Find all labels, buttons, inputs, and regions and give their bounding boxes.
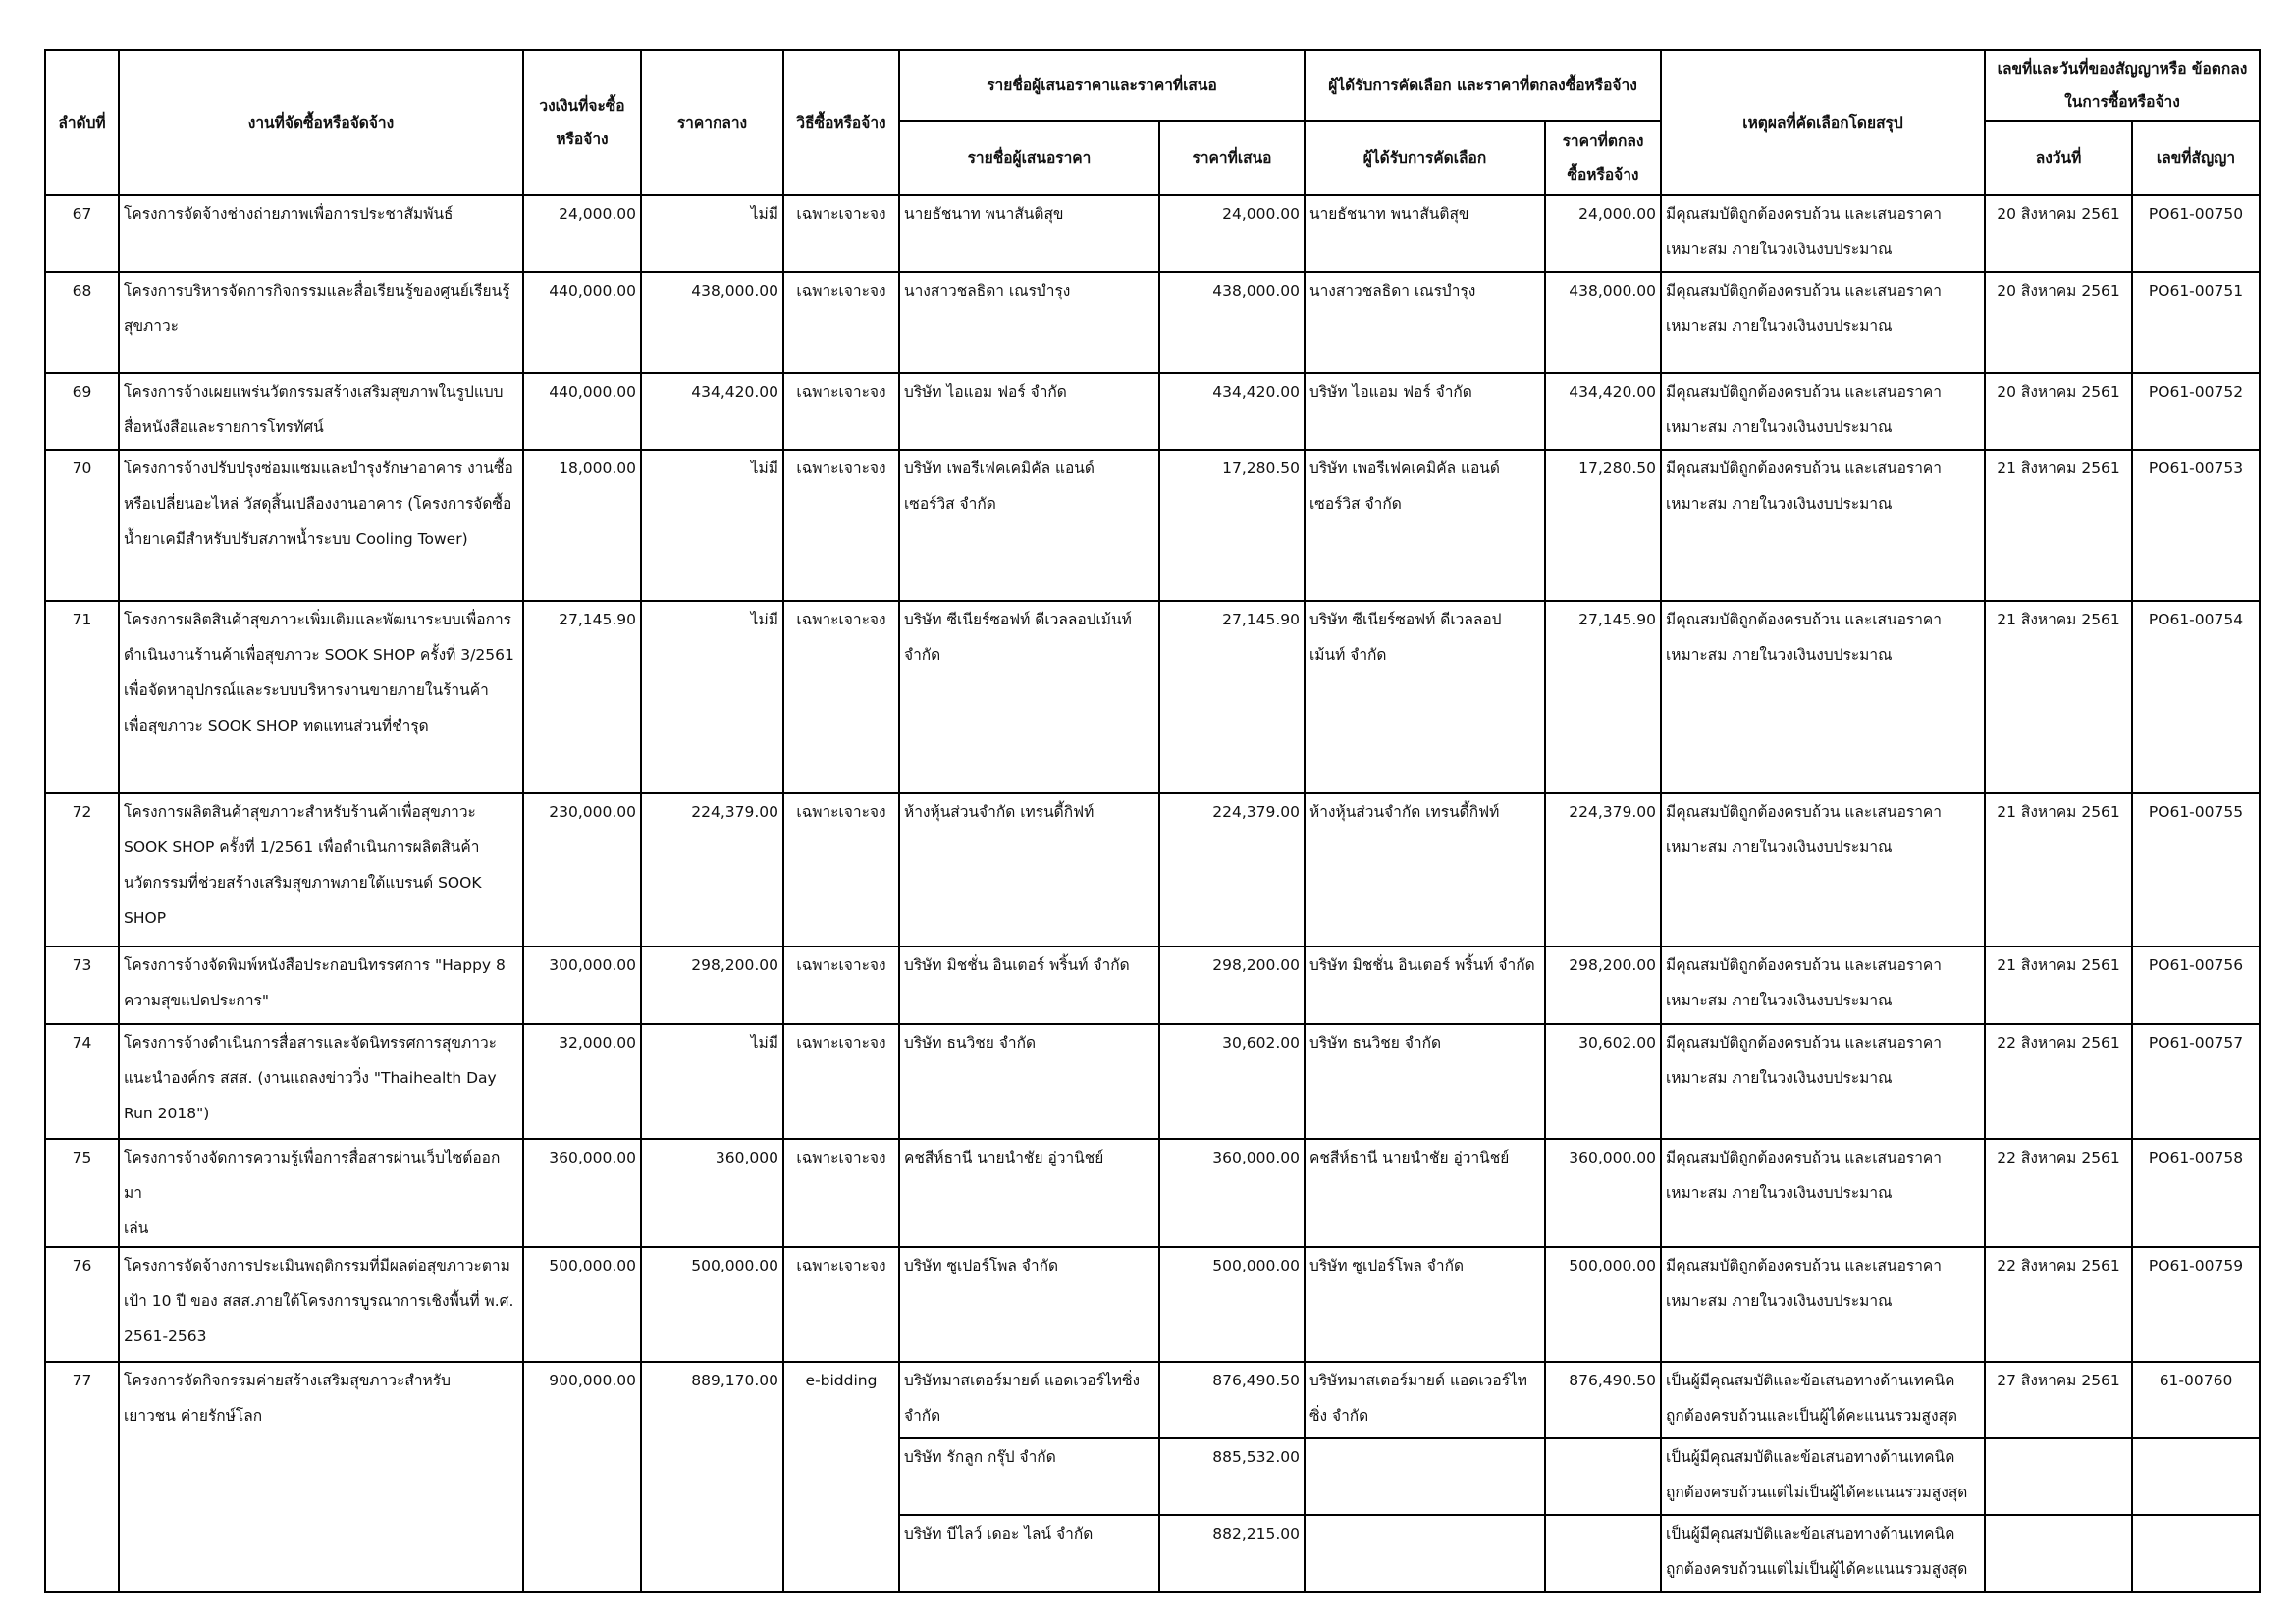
method-cell: เฉพาะเจาะจง <box>783 601 899 793</box>
seq-cell: 73 <box>45 947 119 1024</box>
sign-date-cell: 21 สิงหาคม 2561 <box>1985 601 2132 793</box>
contract-no-cell <box>2132 1438 2260 1515</box>
median-price-cell: ไม่มี <box>641 1024 783 1139</box>
bidder-name-cell: บริษัท ไอแอม ฟอร์ จำกัด <box>899 373 1159 450</box>
header-reason: เหตุผลที่คัดเลือกโดยสรุป <box>1661 50 1985 195</box>
budget-cell: 440,000.00 <box>523 373 641 450</box>
winner-name-cell: บริษัท ซูเปอร์โพล จำกัด <box>1305 1247 1545 1362</box>
sign-date-cell: 27 สิงหาคม 2561 <box>1985 1362 2132 1438</box>
bid-price-cell: 224,379.00 <box>1159 793 1305 947</box>
budget-cell: 360,000.00 <box>523 1139 641 1247</box>
header-median-price: ราคากลาง <box>641 50 783 195</box>
median-price-cell: 500,000.00 <box>641 1247 783 1362</box>
header-contract-group: เลขที่และวันที่ของสัญญาหรือ ข้อตกลงในการซื้อหรือจ้าง <box>1985 50 2260 121</box>
method-cell: เฉพาะเจาะจง <box>783 272 899 373</box>
method-cell: e-bidding <box>783 1362 899 1592</box>
method-cell: เฉพาะเจาะจง <box>783 195 899 272</box>
median-price-cell: 298,200.00 <box>641 947 783 1024</box>
reason-cell: มีคุณสมบัติถูกต้องครบถ้วน และเสนอราคา เหมาะสม ภายในวงเงินงบประมาณ <box>1661 373 1985 450</box>
contract-no-cell: PO61-00758 <box>2132 1139 2260 1247</box>
bid-price-cell: 17,280.50 <box>1159 450 1305 601</box>
bidder-name-cell: บริษัท เพอรีเฟคเคมิคัล แอนด์ เซอร์วิส จำกัด <box>899 450 1159 601</box>
table-body <box>45 195 2260 1362</box>
agreed-price-cell: 224,379.00 <box>1545 793 1661 947</box>
sign-date-cell: 21 สิงหาคม 2561 <box>1985 450 2132 601</box>
reason-cell: เป็นผู้มีคุณสมบัติและข้อเสนอทางด้านเทคนิค ถูกต้องครบถ้วนแต่ไม่เป็นผู้ได้คะแนนรวมสูงสุด <box>1661 1438 1985 1515</box>
budget-cell: 900,000.00 <box>523 1362 641 1592</box>
budget-cell: 18,000.00 <box>523 450 641 601</box>
work-cell: โครงการจัดจ้างช่างถ่ายภาพเพื่อการประชาสัมพันธ์ <box>119 195 523 272</box>
header-bidder-name: รายชื่อผู้เสนอราคา <box>899 121 1159 195</box>
bid-price-cell: 24,000.00 <box>1159 195 1305 272</box>
reason-cell: มีคุณสมบัติถูกต้องครบถ้วน และเสนอราคา เหมาะสม ภายในวงเงินงบประมาณ <box>1661 601 1985 793</box>
agreed-price-cell: 434,420.00 <box>1545 373 1661 450</box>
table-row <box>45 195 2260 272</box>
sign-date-cell <box>1985 1438 2132 1515</box>
bid-price-cell: 360,000.00 <box>1159 1139 1305 1247</box>
seq-cell: 69 <box>45 373 119 450</box>
row-77-group <box>45 1362 2260 1592</box>
winner-name-cell: บริษัท ซีเนียร์ซอฟท์ ดีเวลลอป เม้นท์ จำกัด <box>1305 601 1545 793</box>
budget-cell: 440,000.00 <box>523 272 641 373</box>
reason-cell: มีคุณสมบัติถูกต้องครบถ้วน และเสนอราคา เหมาะสม ภายในวงเงินงบประมาณ <box>1661 195 1985 272</box>
winner-name-cell: บริษัท ธนวิชย จำกัด <box>1305 1024 1545 1139</box>
method-cell: เฉพาะเจาะจง <box>783 450 899 601</box>
sign-date-cell: 22 สิงหาคม 2561 <box>1985 1139 2132 1247</box>
table-row <box>45 450 2260 601</box>
contract-no-cell <box>2132 1515 2260 1592</box>
work-cell: โครงการจ้างจัดพิมพ์หนังสือประกอบนิทรรศการ "Happy 8 ความสุขแปดประการ" <box>119 947 523 1024</box>
sign-date-cell: 20 สิงหาคม 2561 <box>1985 373 2132 450</box>
seq-cell: 75 <box>45 1139 119 1247</box>
reason-cell: เป็นผู้มีคุณสมบัติและข้อเสนอทางด้านเทคนิค ถูกต้องครบถ้วนแต่ไม่เป็นผู้ได้คะแนนรวมสูงสุด <box>1661 1515 1985 1592</box>
contract-no-cell: PO61-00751 <box>2132 272 2260 373</box>
contract-no-cell: PO61-00755 <box>2132 793 2260 947</box>
sign-date-cell: 22 สิงหาคม 2561 <box>1985 1247 2132 1362</box>
header-work: งานที่จัดซื้อหรือจัดจ้าง <box>119 50 523 195</box>
bid-price-cell: 438,000.00 <box>1159 272 1305 373</box>
table-row <box>45 1139 2260 1247</box>
bidder-name-cell: บริษัทมาสเตอร์มายด์ แอดเวอร์ไทซิ่ง จำกัด <box>899 1362 1159 1438</box>
bid-price-cell: 434,420.00 <box>1159 373 1305 450</box>
seq-cell: 67 <box>45 195 119 272</box>
median-price-cell: 224,379.00 <box>641 793 783 947</box>
agreed-price-cell: 500,000.00 <box>1545 1247 1661 1362</box>
sign-date-cell <box>1985 1515 2132 1592</box>
agreed-price-cell <box>1545 1515 1661 1592</box>
agreed-price-cell <box>1545 1438 1661 1515</box>
contract-no-cell: PO61-00752 <box>2132 373 2260 450</box>
table-header <box>45 50 2260 195</box>
header-method: วิธีซื้อหรือจ้าง <box>783 50 899 195</box>
winner-name-cell: นางสาวชลธิดา เณรบำรุง <box>1305 272 1545 373</box>
budget-cell: 500,000.00 <box>523 1247 641 1362</box>
contract-no-cell: 61-00760 <box>2132 1362 2260 1438</box>
work-cell: โครงการจ้างดำเนินการสื่อสารและจัดนิทรรศการสุขภาวะ แนะนำองค์กร สสส. (งานแถลงข่าววิ่ง "Thaihealth Day Run 2018") <box>119 1024 523 1139</box>
work-cell: โครงการผลิตสินค้าสุขภาวะสำหรับร้านค้าเพื่อสุขภาวะ SOOK SHOP ครั้งที่ 1/2561 เพื่อดำเนินการผลิตสินค้า นวัตกรรมที่ช่วยสร้างเสริมสุขภาพภายใต้แบรนด์ SOOK SHOP <box>119 793 523 947</box>
winner-name-cell: บริษัท เพอรีเฟคเคมิคัล แอนด์ เซอร์วิส จำกัด <box>1305 450 1545 601</box>
reason-cell: มีคุณสมบัติถูกต้องครบถ้วน และเสนอราคา เหมาะสม ภายในวงเงินงบประมาณ <box>1661 1247 1985 1362</box>
agreed-price-cell: 17,280.50 <box>1545 450 1661 601</box>
header-winner-name: ผู้ได้รับการคัดเลือก <box>1305 121 1545 195</box>
seq-cell: 72 <box>45 793 119 947</box>
work-cell: โครงการจ้างเผยแพร่นวัตกรรมสร้างเสริมสุขภาพในรูปแบบ สื่อหนังสือและรายการโทรทัศน์ <box>119 373 523 450</box>
procurement-table <box>44 49 2261 1593</box>
seq-cell: 71 <box>45 601 119 793</box>
seq-cell: 68 <box>45 272 119 373</box>
budget-cell: 230,000.00 <box>523 793 641 947</box>
agreed-price-cell: 24,000.00 <box>1545 195 1661 272</box>
winner-name-cell: บริษัท ไอแอม ฟอร์ จำกัด <box>1305 373 1545 450</box>
median-price-cell: ไม่มี <box>641 601 783 793</box>
reason-cell: มีคุณสมบัติถูกต้องครบถ้วน และเสนอราคา เหมาะสม ภายในวงเงินงบประมาณ <box>1661 272 1985 373</box>
budget-cell: 300,000.00 <box>523 947 641 1024</box>
bidder-name-cell: นางสาวชลธิดา เณรบำรุง <box>899 272 1159 373</box>
seq-cell: 74 <box>45 1024 119 1139</box>
bid-price-cell: 885,532.00 <box>1159 1438 1305 1515</box>
winner-name-cell: ห้างหุ้นส่วนจำกัด เทรนดี้กิฟท์ <box>1305 793 1545 947</box>
method-cell: เฉพาะเจาะจง <box>783 793 899 947</box>
header-budget: วงเงินที่จะซื้อ หรือจ้าง <box>523 50 641 195</box>
winner-name-cell: นายธัชนาท พนาสันติสุข <box>1305 195 1545 272</box>
bid-price-cell: 27,145.90 <box>1159 601 1305 793</box>
bidder-name-cell: นายธัชนาท พนาสันติสุข <box>899 195 1159 272</box>
seq-cell: 76 <box>45 1247 119 1362</box>
budget-cell: 27,145.90 <box>523 601 641 793</box>
method-cell: เฉพาะเจาะจง <box>783 373 899 450</box>
winner-name-cell <box>1305 1438 1545 1515</box>
bidder-name-cell: คชสีห์ธานี นายนำชัย อู่วานิชย์ <box>899 1139 1159 1247</box>
method-cell: เฉพาะเจาะจง <box>783 1247 899 1362</box>
agreed-price-cell: 298,200.00 <box>1545 947 1661 1024</box>
contract-no-cell: PO61-00759 <box>2132 1247 2260 1362</box>
contract-no-cell: PO61-00757 <box>2132 1024 2260 1139</box>
bidder-name-cell: บริษัท บีไลว์ เดอะ ไลน์ จำกัด <box>899 1515 1159 1592</box>
sign-date-cell: 21 สิงหาคม 2561 <box>1985 793 2132 947</box>
winner-name-cell: บริษัท มิชชั่น อินเตอร์ พริ้นท์ จำกัด <box>1305 947 1545 1024</box>
seq-cell: 70 <box>45 450 119 601</box>
reason-cell: มีคุณสมบัติถูกต้องครบถ้วน และเสนอราคา เหมาะสม ภายในวงเงินงบประมาณ <box>1661 1139 1985 1247</box>
method-cell: เฉพาะเจาะจง <box>783 1024 899 1139</box>
budget-cell: 24,000.00 <box>523 195 641 272</box>
header-winner-group: ผู้ได้รับการคัดเลือก และราคาที่ตกลงซื้อหรือจ้าง <box>1305 50 1661 121</box>
winner-name-cell <box>1305 1515 1545 1592</box>
table-row <box>45 793 2260 947</box>
contract-no-cell: PO61-00750 <box>2132 195 2260 272</box>
method-cell: เฉพาะเจาะจง <box>783 947 899 1024</box>
procurement-report-page <box>44 49 2261 1593</box>
work-cell: โครงการจัดจ้างการประเมินพฤติกรรมที่มีผลต่อสุขภาวะตาม เป้า 10 ปี ของ สสส.ภายใต้โครงการบูรณาการเชิงพื้นที่ พ.ศ. 2561-2563 <box>119 1247 523 1362</box>
agreed-price-cell: 27,145.90 <box>1545 601 1661 793</box>
sign-date-cell: 21 สิงหาคม 2561 <box>1985 947 2132 1024</box>
table-row <box>45 1024 2260 1139</box>
median-price-cell: 360,000 <box>641 1139 783 1247</box>
reason-cell: มีคุณสมบัติถูกต้องครบถ้วน และเสนอราคา เหมาะสม ภายในวงเงินงบประมาณ <box>1661 793 1985 947</box>
bidder-name-cell: บริษัท ซีเนียร์ซอฟท์ ดีเวลลอปเม้นท์ จำกัด <box>899 601 1159 793</box>
header-agreed-price: ราคาที่ตกลง ซื้อหรือจ้าง <box>1545 121 1661 195</box>
winner-name-cell: คชสีห์ธานี นายนำชัย อู่วานิชย์ <box>1305 1139 1545 1247</box>
bidder-name-cell: บริษัท ซูเปอร์โพล จำกัด <box>899 1247 1159 1362</box>
contract-no-cell: PO61-00756 <box>2132 947 2260 1024</box>
work-cell: โครงการบริหารจัดการกิจกรรมและสื่อเรียนรู้ของศูนย์เรียนรู้ สุขภาวะ <box>119 272 523 373</box>
bid-price-cell: 298,200.00 <box>1159 947 1305 1024</box>
table-row <box>45 601 2260 793</box>
median-price-cell: 434,420.00 <box>641 373 783 450</box>
header-sign-date: ลงวันที่ <box>1985 121 2132 195</box>
bid-price-cell: 500,000.00 <box>1159 1247 1305 1362</box>
work-cell: โครงการจ้างจัดการความรู้เพื่อการสื่อสารผ่านเว็บไซต์ออกมา เล่น <box>119 1139 523 1247</box>
header-bid-price: ราคาที่เสนอ <box>1159 121 1305 195</box>
winner-name-cell: บริษัทมาสเตอร์มายด์ แอดเวอร์ไทซิ่ง จำกัด <box>1305 1362 1545 1438</box>
table-row <box>45 1247 2260 1362</box>
header-bidders-group: รายชื่อผู้เสนอราคาและราคาที่เสนอ <box>899 50 1305 121</box>
reason-cell: เป็นผู้มีคุณสมบัติและข้อเสนอทางด้านเทคนิค ถูกต้องครบถ้วนและเป็นผู้ได้คะแนนรวมสูงสุด <box>1661 1362 1985 1438</box>
table-row <box>45 272 2260 373</box>
reason-cell: มีคุณสมบัติถูกต้องครบถ้วน และเสนอราคา เหมาะสม ภายในวงเงินงบประมาณ <box>1661 1024 1985 1139</box>
bid-price-cell: 876,490.50 <box>1159 1362 1305 1438</box>
agreed-price-cell: 876,490.50 <box>1545 1362 1661 1438</box>
sign-date-cell: 22 สิงหาคม 2561 <box>1985 1024 2132 1139</box>
header-seq: ลำดับที่ <box>45 50 119 195</box>
work-cell: โครงการจัดกิจกรรมค่ายสร้างเสริมสุขภาวะสำหรับ เยาวชน ค่ายรักษ์โลก <box>119 1362 523 1592</box>
reason-cell: มีคุณสมบัติถูกต้องครบถ้วน และเสนอราคา เหมาะสม ภายในวงเงินงบประมาณ <box>1661 947 1985 1024</box>
agreed-price-cell: 360,000.00 <box>1545 1139 1661 1247</box>
header-contract-no: เลขที่สัญญา <box>2132 121 2260 195</box>
reason-cell: มีคุณสมบัติถูกต้องครบถ้วน และเสนอราคา เหมาะสม ภายในวงเงินงบประมาณ <box>1661 450 1985 601</box>
agreed-price-cell: 438,000.00 <box>1545 272 1661 373</box>
sign-date-cell: 20 สิงหาคม 2561 <box>1985 272 2132 373</box>
table-row <box>45 1362 2260 1438</box>
bidder-name-cell: ห้างหุ้นส่วนจำกัด เทรนดี้กิฟท์ <box>899 793 1159 947</box>
bidder-name-cell: บริษัท มิชชั่น อินเตอร์ พริ้นท์ จำกัด <box>899 947 1159 1024</box>
contract-no-cell: PO61-00754 <box>2132 601 2260 793</box>
median-price-cell: 438,000.00 <box>641 272 783 373</box>
bid-price-cell: 882,215.00 <box>1159 1515 1305 1592</box>
seq-cell: 77 <box>45 1362 119 1592</box>
table-row <box>45 373 2260 450</box>
bidder-name-cell: บริษัท รักลูก กรุ๊ป จำกัด <box>899 1438 1159 1515</box>
median-price-cell: ไม่มี <box>641 195 783 272</box>
work-cell: โครงการผลิตสินค้าสุขภาวะเพิ่มเติมและพัฒนาระบบเพื่อการ ดำเนินงานร้านค้าเพื่อสุขภาวะ SOOK SHOP ครั้งที่ 3/2561 เพื่อจัดหาอุปกรณ์และระบบบริหารงานขายภายในร้านค้า เพื่อสุขภาวะ SOOK SHOP ทดแทนส่วนที่ชำรุด <box>119 601 523 793</box>
agreed-price-cell: 30,602.00 <box>1545 1024 1661 1139</box>
method-cell: เฉพาะเจาะจง <box>783 1139 899 1247</box>
work-cell: โครงการจ้างปรับปรุงซ่อมแซมและบำรุงรักษาอาคาร งานซื้อ หรือเปลี่ยนอะไหล่ วัสดุสิ้นเปลืองงานอาคาร (โครงการจัดซื้อ น้ำยาเคมีสำหรับปรับสภาพน้ำระบบ Cooling Tower) <box>119 450 523 601</box>
median-price-cell: ไม่มี <box>641 450 783 601</box>
contract-no-cell: PO61-00753 <box>2132 450 2260 601</box>
budget-cell: 32,000.00 <box>523 1024 641 1139</box>
bid-price-cell: 30,602.00 <box>1159 1024 1305 1139</box>
sign-date-cell: 20 สิงหาคม 2561 <box>1985 195 2132 272</box>
median-price-cell: 889,170.00 <box>641 1362 783 1592</box>
table-row <box>45 947 2260 1024</box>
bidder-name-cell: บริษัท ธนวิชย จำกัด <box>899 1024 1159 1139</box>
